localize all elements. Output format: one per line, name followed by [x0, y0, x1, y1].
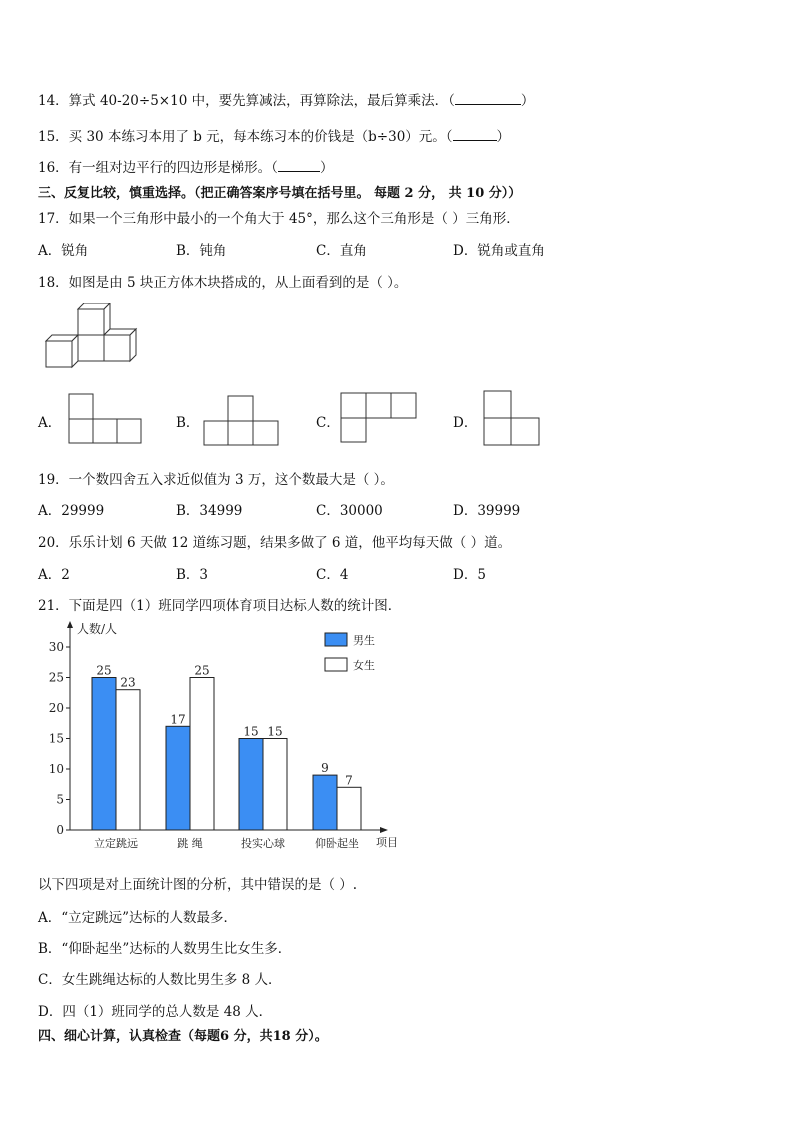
option-18-a-label[interactable]: A． [38, 415, 62, 431]
bar [313, 775, 337, 830]
bar [263, 739, 287, 831]
bar [92, 678, 116, 831]
option-18-d-label[interactable]: D． [453, 415, 478, 431]
option-21-a[interactable]: A．“立定跳远”达标的人数最多． [38, 910, 238, 926]
legend-swatch [325, 633, 347, 646]
x-axis-arrow [380, 827, 388, 833]
option-17-a[interactable]: A．锐角 [38, 243, 89, 259]
y-tick-label: 5 [56, 792, 64, 807]
bar-value-label: 7 [345, 773, 353, 788]
option-21-c[interactable]: C．女生跳绳达标的人数比男生多 8 人． [38, 972, 282, 988]
bar-chart [40, 615, 410, 855]
option-19-a[interactable]: A．29999 [38, 503, 105, 519]
bar [190, 678, 214, 831]
answer-blank-15[interactable] [453, 128, 497, 141]
answer-blank-14[interactable] [455, 92, 521, 105]
bar [116, 690, 140, 830]
option-20-d[interactable]: D．5 [453, 567, 486, 583]
legend-label: 女生 [353, 659, 375, 672]
y-axis-arrow [67, 621, 73, 628]
option-20-c[interactable]: C．4 [316, 567, 349, 583]
option-19-b[interactable]: B．34999 [176, 503, 243, 519]
option-19-c[interactable]: C．30000 [316, 503, 383, 519]
bar [239, 739, 263, 831]
question-14-text: 14．算式 40-20÷5×10 中，要先算减法，再算除法，最后算乘法．（ [38, 93, 455, 109]
question-15: 15．买 30 本练习本用了 b 元，每本练习本的价钱是（b÷30）元。（ ） [38, 129, 511, 145]
y-tick-label: 30 [48, 640, 64, 654]
question-16: 16．有一组对边平行的四边形是梯形。（ ） [38, 160, 334, 176]
question-16-text: 16．有一组对边平行的四边形是梯形。（ [38, 160, 278, 176]
question-17-text: 17．如果一个三角形中最小的一个角大于 45°，那么这个三角形是（ ）三角形． [38, 211, 520, 227]
bar-value-label: 25 [96, 663, 112, 678]
option-17-d[interactable]: D．锐角或直角 [453, 243, 545, 259]
option-18-d-figure[interactable] [483, 390, 543, 448]
section-4-heading: 四、细心计算，认真检查（每题6 分，共18 分）。 [38, 1029, 328, 1044]
question-21-text: 21．下面是四（1）班同学四项体育项目达标人数的统计图． [38, 598, 402, 614]
option-18-c-figure[interactable] [340, 392, 420, 444]
option-20-a[interactable]: A．2 [38, 567, 70, 583]
question-19-text: 19．一个数四舍五入求近似值为 3 万，这个数最大是（ ）。 [38, 472, 394, 488]
question-20-text: 20．乐乐计划 6 天做 12 道练习题，结果多做了 6 道，他平均每天做（ ）道。 [38, 535, 512, 551]
y-tick-label: 0 [56, 823, 64, 837]
bar-value-label: 17 [170, 712, 186, 727]
bar-value-label: 9 [321, 761, 329, 776]
bar-value-label: 15 [267, 724, 283, 739]
y-tick-label: 20 [48, 701, 64, 715]
question-14: 14．算式 40-20÷5×10 中，要先算减法，再算除法，最后算乘法．（ ） [38, 93, 535, 109]
option-17-c[interactable]: C．直角 [316, 243, 367, 259]
option-17-b[interactable]: B．钝角 [176, 243, 227, 259]
bar-value-label: 15 [243, 724, 259, 739]
legend-label: 男生 [353, 634, 375, 647]
x-tick-label: 跳 绳 [177, 837, 203, 850]
x-tick-label: 投实心球 [241, 837, 285, 850]
y-tick-label: 10 [48, 762, 64, 776]
option-20-b[interactable]: B．3 [176, 567, 209, 583]
bar-value-label: 23 [120, 675, 136, 690]
bar [337, 787, 361, 830]
option-18-c-label[interactable]: C． [316, 415, 340, 431]
x-tick-label: 立定跳远 [94, 837, 138, 850]
x-tick-label: 仰卧起坐 [315, 837, 359, 850]
bar [166, 726, 190, 830]
option-21-d[interactable]: D．四（1）班同学的总人数是 48 人． [38, 1004, 273, 1020]
y-axis-label: 人数/人 [77, 622, 118, 636]
x-axis-label: 项目 [376, 836, 398, 849]
y-tick-label: 15 [48, 731, 64, 746]
legend-swatch [325, 658, 347, 671]
question-15-text: 15．买 30 本练习本用了 b 元，每本练习本的价钱是（b÷30）元。（ [38, 129, 453, 145]
question-18-text: 18．如图是由 5 块正方体木块搭成的，从上面看到的是（ ）。 [38, 275, 408, 291]
option-21-b[interactable]: B．“仰卧起坐”达标的人数男生比女生多． [38, 941, 292, 957]
question-21-analysis-text: 以下四项是对上面统计图的分析，其中错误的是（ ）. [38, 877, 358, 893]
answer-blank-16[interactable] [278, 159, 320, 172]
bar-value-label: 25 [194, 663, 210, 678]
option-18-b-figure[interactable] [203, 395, 281, 447]
y-tick-label: 25 [48, 670, 64, 685]
cube-stack-figure [40, 303, 140, 373]
section-3-heading: 三、反复比较，慎重选择。（把正确答案序号填在括号里。 每题 2 分， 共 10 分）） [38, 186, 522, 201]
option-19-d[interactable]: D．39999 [453, 503, 521, 519]
option-18-b-label[interactable]: B． [176, 415, 200, 431]
option-18-a-figure[interactable] [68, 393, 144, 445]
